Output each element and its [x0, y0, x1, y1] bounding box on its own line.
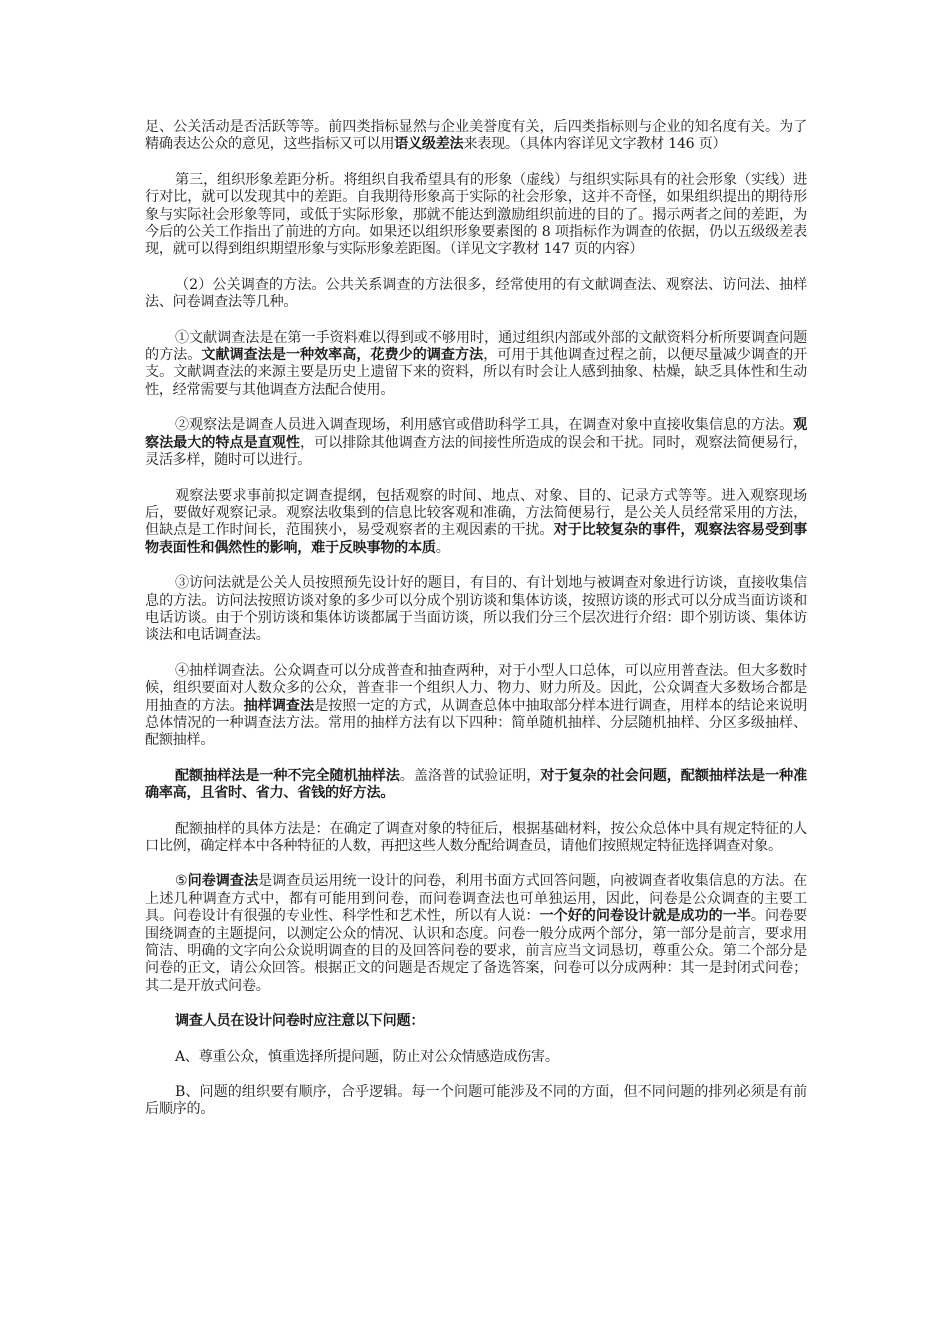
text-run: A、尊重公众，慎重选择所提问题，防止对公众情感造成伤害。 [175, 1048, 559, 1065]
text-run: ③访问法就是公关人员按照预先设计好的题目，有目的、有计划地与被调查对象进行访谈，直接收集信息的方法。访问法按照访谈对象的多少可以分成个别访谈和集体访谈，按照访谈的形式可以分成当面访谈和电话访谈。由于个别访谈和集体访谈都属于当面访谈，所以我们分三个层次进行介绍：即个别访谈、集体访谈法和电话调查法。 [145, 575, 807, 644]
paragraph [145, 663, 807, 750]
paragraph [145, 768, 807, 803]
bold-text-run: 语义级差法 [394, 136, 464, 153]
text-run: ①文献调查法是在第一手资料难以得到或不够用时，通过组织内部或外部的文献资料分析所要调查问题的方法。 [145, 329, 807, 364]
bold-text-run: 配额抽样法是一种不完全随机抽样法 [175, 767, 400, 784]
bold-text-run: 一个好的问卷设计就是成功的一半 [539, 908, 751, 925]
text-run: ④抽样调查法。公众调查可以分成普查和抽查两种，对于小型人口总体，可以应用普查法。但大多数时候，组织要面对人数众多的公众，普查非一个组织人力、物力、财力所及。因此，公众调查大多数场合都是用抽查的方法。 [145, 662, 807, 714]
paragraph [145, 873, 807, 995]
paragraph [145, 575, 807, 645]
bold-text-run: 问卷调查法 [187, 873, 259, 890]
text-run: 配额抽样的具体方法是：在确定了调查对象的特征后，根据基础材料，按公众总体中具有规定特征的人口比例，确定样本中各种特征的人数，再把这些人数分配给调查员，请他们按照规定特征选择调查对象。 [145, 820, 807, 854]
paragraph [145, 330, 807, 400]
bold-text-run: 文献调查法是一种效率高，花费少的调查方法 [201, 347, 484, 364]
paragraph [145, 1084, 807, 1119]
text-run: B、问题的组织要有顺序，合乎逻辑。每一个问题可能涉及不同的方面，但不同问题的排列必须是有前后顺序的。 [145, 1084, 807, 1118]
bold-text-run: 对于复杂的社会问题，配额抽样法是一种准确率高，且省时、省力、省钱的好方法。 [145, 767, 808, 802]
text-run: （2）公关调查的方法。公共关系调查的方法很多，经常使用的有文献调查法、观察法、访问法、抽样法、问卷调查法等几种。 [145, 276, 807, 311]
paragraph [145, 172, 807, 259]
paragraph [145, 417, 807, 469]
bold-text-run: 调查人员在设计问卷时应注意以下问题： [175, 1013, 425, 1030]
text-run: ，可以排除其他调查方法的间接性所造成的误会和干扰。同时，观察法简便易行，灵活多样，随时可以进行。 [145, 434, 808, 469]
paragraph [145, 1013, 807, 1030]
paragraph [145, 1049, 807, 1066]
bold-text-run: 观察法最大的特点是直观性 [145, 417, 807, 451]
text-run: 。盖洛普的试验证明， [399, 767, 541, 784]
text-run: 足、公关活动是否活跃等等。前四类指标显然与企业美誉度有关，后四类指标则与企业的知名度有关。为了精确表达公众的意见，这些指标又可以用 [145, 119, 807, 153]
paragraph [145, 119, 807, 154]
bold-text-run: 抽样调查法 [243, 697, 315, 714]
paragraph [145, 488, 807, 558]
document-page [145, 119, 807, 1137]
paragraph [145, 821, 807, 856]
text-run: ②观察法是调查人员进入调查现场，利用感官或借助科学工具，在调查对象中直接收集信息的方法。 [175, 417, 794, 434]
bold-text-run: 对于比较复杂的事件，观察法容易受到事物表面性和偶然性的影响，难于反映事物的本质 [145, 522, 808, 556]
text-run: ，可用于其他调查过程之前，以便尽量减少调查的开支。文献调查法的来源主要是历史上遗留下来的资料，所以有时会让人感到抽象、枯燥，缺乏具体性和生动性，经常需要与其他调查方法配合使用。 [145, 347, 808, 398]
text-run: 是按照一定的方式，从调查总体中抽取部分样本进行调查，用样本的结论来说明总体情况的一种调查法方法。常用的抽样方法有以下四种：简单随机抽样、分层随机抽样、分区多级抽样、配额抽样。 [145, 697, 808, 749]
paragraph [145, 277, 807, 312]
text-run: 第三，组织形象差距分析。将组织自我希望具有的形象（虚线）与组织实际具有的社会形象（实线）进行对比，就可以发现其中的差距。自我期待形象高于实际的社会形象，这并不奇怪，如果组织提出的期待形象与实际社会形象等同，或低于实际形象，那就不能达到激励组织前进的目的了。揭示两者之间的差距，为今后的公关工作指出了前进的方向。如果还以组织形象要素图的 8 项指标作为调查的依据，仍以五级级差表现，就可以得到组织期望形象与实际形象差距图。（详见文字教材 147 页的内容） [145, 171, 807, 258]
text-run: 来表现。（具体内容详见文字教材 146 页） [463, 136, 727, 153]
text-run: 是调查员运用统一设计的问卷，利用书面方式回答问题，向被调查者收集信息的方法。在上述几种调查方式中，都有可能用到问卷，而问卷调查法也可单独运用，因此，问卷是公众调查的主要工具。问卷设计有很强的专业性、科学性和艺术性，所以有人说： [145, 873, 808, 925]
text-run: 观察法要求事前拟定调查提纲，包括观察的时间、地点、对象、目的、记录方式等等。进入观察现场后，要做好观察记录。观察法收集到的信息比较客观和准确，方法简便易行，是公关人员经常采用的方法，但缺点是工作时间长，范围狭小，易受观察者的主观因素的干扰。 [145, 487, 807, 539]
text-run: 。 [435, 539, 450, 556]
text-run: 。问卷要围绕调查的主题提问，以测定公众的情况、认识和态度。问卷一般分成两个部分，第一部分是前言，要求用简洁、明确的文字向公众说明调查的目的及回答问卷的要求，前言应当文词恳切，尊重公众。第二个部分是问卷的正文，请公众回答。根据正文的问题是否规定了备选答案，问卷可以分成两种：其一是封闭式问卷；其二是开放式问卷。 [145, 908, 808, 994]
text-run: ⑤ [175, 873, 188, 890]
